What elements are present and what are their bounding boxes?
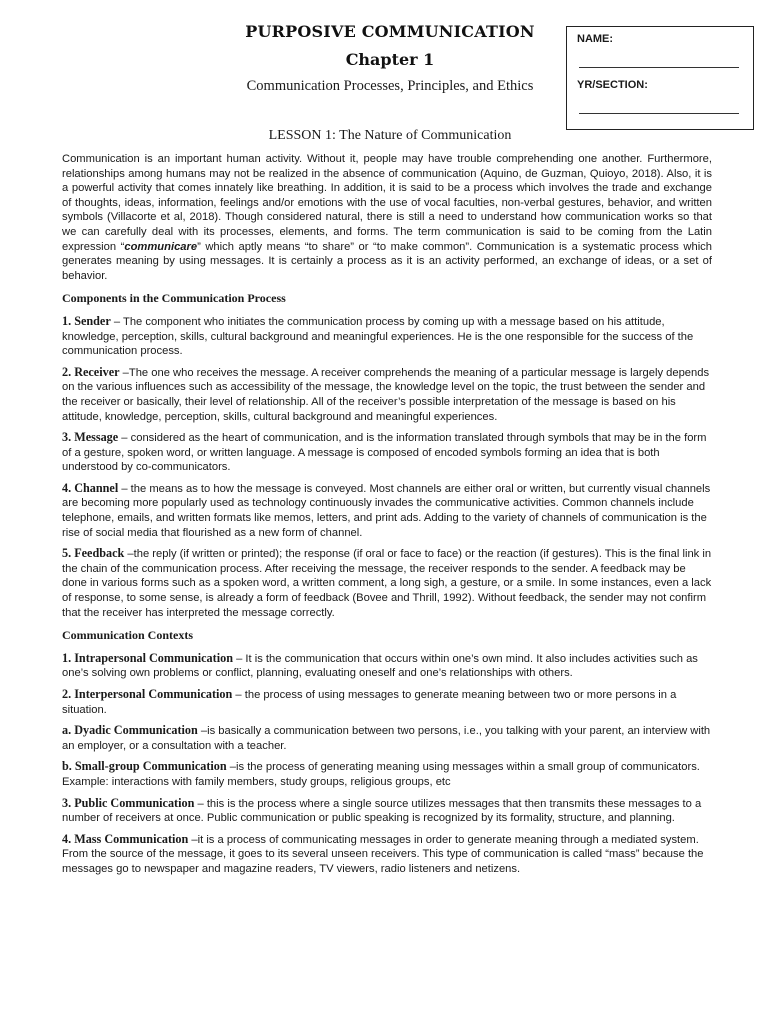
item-description: –the reply (if written or printed); the response (if oral or face to face) or the reaction (if gestures). This is the final link in the chain of the communication process. After receiving the message, the receiver responds to the sender. A feedback may be done in various forms such as a spoken word, a written comment, a long sigh, a gesture, or a smile. In some instances, even a lack of response, to some sense, is already a form of feedback (Bovee and Thrill, 1992). Without feedback, the sender may not confirm that the receiver has interpreted the message correctly.: [62, 548, 712, 619]
list-item: [62, 759, 712, 789]
document-body: [62, 152, 712, 883]
intro-text-part2: ” which aptly means “to share” or “to make common”. Communication is a systematic process which generates meaning by using messages. It is certainly a process as it is an activity performed, an exchange of ideas, or a set of behavior.: [62, 240, 712, 282]
item-term: b. Small-group Communication: [62, 759, 227, 774]
components-heading: Components in the Communication Process: [62, 291, 286, 306]
contexts-heading: Communication Contexts: [62, 628, 193, 643]
item-term: a. Dyadic Communication: [62, 723, 198, 738]
item-description: – this is the process where a single source utilizes messages that then transmits these messages to a number of receivers at once. Public communication or public speaking is recognized by its formality, structure, and planning.: [62, 797, 702, 825]
item-term: 2. Receiver: [62, 364, 120, 379]
list-item: [62, 651, 712, 681]
item-term: 4. Channel: [62, 480, 119, 495]
chapter-subtitle: Communication Processes, Principles, and Ethics: [246, 78, 534, 94]
list-item: [62, 687, 712, 717]
item-description: – considered as the heart of communication, and is the information translated through symbols that may be in the form of a gesture, spoken word, or written language. A message is composed of encoded symbols forming an idea that is both understood by co-communicators.: [62, 432, 707, 474]
item-term: 1. Sender: [62, 313, 111, 328]
item-term: 5. Feedback: [62, 546, 125, 561]
section-label: YR/SECTION:: [577, 79, 648, 91]
item-description: – the process of using messages to generate meaning between two or more persons in a situation.: [62, 689, 677, 716]
list-item: [62, 546, 712, 620]
intro-paragraph: [62, 152, 712, 283]
item-description: –is the process of generating meaning using messages within a small group of communicators. Example: interactions with family members, study groups, religious groups, etc: [62, 761, 700, 788]
latin-keyword: communicare: [124, 240, 198, 253]
name-blank-line: [579, 67, 739, 68]
item-description: –The one who receives the message. A receiver comprehends the meaning of a particular message is largely depends on the various influences such as accessibility of the message, the knowledge level on the topic, the trust between the sender and the receiver or basically, their level of relationship. All of the receiver’s possible interpretation of the message is based on his attitude, knowledge, perception, skills, cultural background and meaningful experiences.: [62, 366, 710, 423]
chapter-title: Chapter 1: [345, 50, 435, 69]
section-blank-line: [579, 113, 739, 114]
item-term: 3. Message: [62, 430, 119, 445]
item-description: – The component who initiates the communication process by coming up with a message based on his attitude, knowledge, perception, skills, cultural background and meaningful experiences. He is the one responsible for the success of the communication process.: [62, 315, 694, 358]
name-label: NAME:: [577, 33, 614, 45]
item-description: – the means as to how the message is conveyed. Most channels are either oral or written, but currently visual channels are becoming more popularly used as technology continuously invades the communicative activities. Common channels include telephone, emails, and written formats like memos, letters, and print ads. Adding to the variety of channels of communication is the rise of social media that flourished as a new form of channel.: [62, 482, 711, 539]
item-description: –it is a process of communicating messages in order to generate meaning through a mediated system. From the source of the message, it goes to its several unseen receivers. This type of communication is called “mass” because the messages go to newspaper and magazine readers, TV viewers, radio listeners and netizens.: [62, 833, 704, 875]
name-section-box: [566, 26, 754, 130]
item-term: 1. Intrapersonal Communication: [62, 650, 233, 665]
list-item: [62, 430, 712, 475]
intro-text-part1: Communication is an important human activity. Without it, people may have trouble comprehending one another. Furthermore, relationships among humans may not be realized in the absence of communication (Aquino, de Guzman, Quioyo, 2018). Also, it is a powerful activity that comes innately like breathing. In addition, it is said to be a process which involves the trade and exchange of thoughts, ideas, information, feelings and/or emotions with the use of vocal faculties, non-verbal gestures, behavior, and written symbols (Villacorte et al, 2018). Though considered natural, there is still a need to understand how communication works so that we can carefully deal with its processes, elements, and forms. The term communication is said to be coming from the Latin expression “: [62, 153, 712, 253]
item-term: 3. Public Communication: [62, 795, 195, 810]
lesson-title: LESSON 1: The Nature of Communication: [268, 128, 512, 143]
item-description: –is basically a communication between two persons, i.e., you talking with your parent, an interview with an employer, or a consultation with a teacher.: [62, 725, 711, 752]
list-item: [62, 481, 712, 540]
item-term: 2. Interpersonal Communication: [62, 687, 233, 701]
list-item: [62, 832, 712, 877]
item-description: – It is the communication that occurs within one’s own mind. It also includes activities such as one’s solving own problems or conflict, planning, evaluating oneself and one’s relationships with others.: [62, 652, 698, 680]
list-item: [62, 723, 712, 753]
components-list: [62, 314, 712, 620]
contexts-list: [62, 651, 712, 877]
list-item: [62, 365, 712, 424]
list-item: [62, 796, 712, 826]
course-title: PURPOSIVE COMMUNICATION: [245, 22, 535, 41]
list-item: [62, 314, 712, 359]
item-term: 4. Mass Communication: [62, 831, 189, 846]
